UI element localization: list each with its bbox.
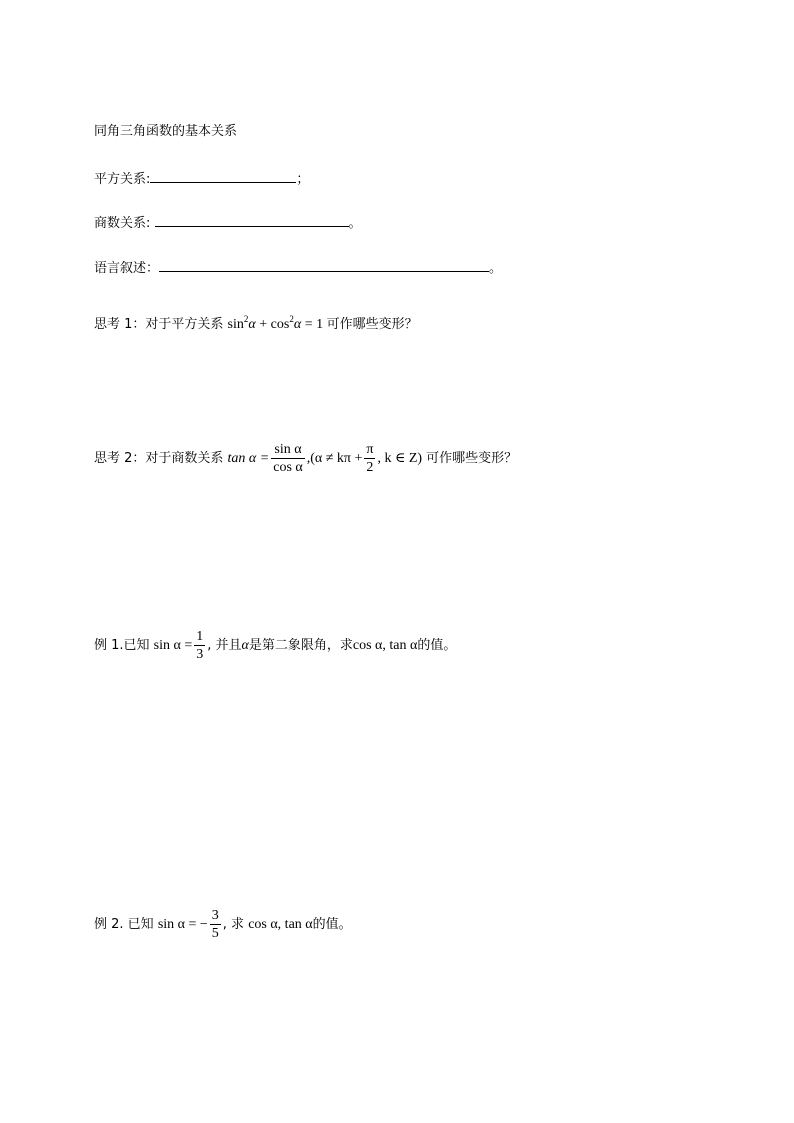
example1-frac-num: 1 [196,629,204,644]
think-1 [94,311,418,333]
example2-fraction [210,907,221,942]
think2-frac-den: cos α [273,460,303,475]
verbal-statement-label: 语言叙述： [94,261,160,276]
example2-suffix: 的值。 [312,917,352,932]
example1-lhs: sin α = [153,638,193,653]
think2-pi-num: π [366,442,374,457]
think2-suffix: 可作哪些变形？ [422,451,518,466]
quotient-relation-label: 商数关系: [94,216,155,231]
think2-frac-num: sin α [271,441,305,459]
think1-exp2: 2 [289,314,294,324]
example-2 [94,906,352,944]
example1-text1: , 并且 [207,638,242,653]
example2-lhs: sin α = − [157,917,208,932]
example2-frac-den: 5 [211,926,219,941]
think2-cond-end: , k ∈ Z) [377,451,423,466]
example1-text2: 是第二象限角，求 [248,638,353,653]
think1-formula [227,314,327,332]
example2-text1: , 求 [222,917,249,932]
example1-prefix: 例 1.已知 [94,638,154,653]
quotient-relation-line [94,214,362,232]
square-relation-blank[interactable] [150,170,296,183]
example1-frac-den: 3 [196,647,204,662]
quotient-relation-blank[interactable] [155,214,349,227]
square-relation-label: 平方关系: [94,172,151,187]
think1-suffix: 可作哪些变形？ [326,317,418,332]
think2-prefix: 思考 2：对于商数关系 [94,451,228,466]
think2-pi-den: 2 [366,460,374,475]
think1-cos: cos [270,317,290,332]
think2-lhs: tan α = [227,451,270,466]
square-relation-line [94,170,309,188]
quotient-relation-end: 。 [348,216,362,231]
example2-vals: cos α, tan α [248,917,313,932]
think1-alpha2: α [293,317,302,332]
think1-sin: sin [227,317,244,332]
think1-exp1: 2 [243,314,249,324]
think-2 [94,440,517,478]
example-1 [94,627,456,665]
example2-frac-num: 3 [211,908,219,923]
square-relation-end: ； [296,172,310,187]
think2-fraction [271,441,305,476]
think1-prefix: 思考 1：对于平方关系 [94,317,228,332]
title-text: 同角三角函数的基本关系 [94,124,238,139]
example1-alpha: α [241,638,249,653]
verbal-statement-line [94,259,502,277]
example1-vals: cos α, tan α [352,638,418,653]
think1-plus: + [255,317,271,332]
verbal-statement-blank[interactable] [159,259,489,272]
verbal-statement-end: 。 [489,261,503,276]
think2-cond-start: ,(α ≠ kπ + [306,451,363,466]
example1-suffix: 的值。 [417,638,457,653]
example1-fraction [194,628,205,663]
think1-alpha1: α [248,317,256,332]
page-title [94,124,237,140]
example2-prefix: 例 2. 已知 [94,917,158,932]
think2-pi-fraction [364,441,375,476]
think1-eq: = 1 [301,317,324,332]
